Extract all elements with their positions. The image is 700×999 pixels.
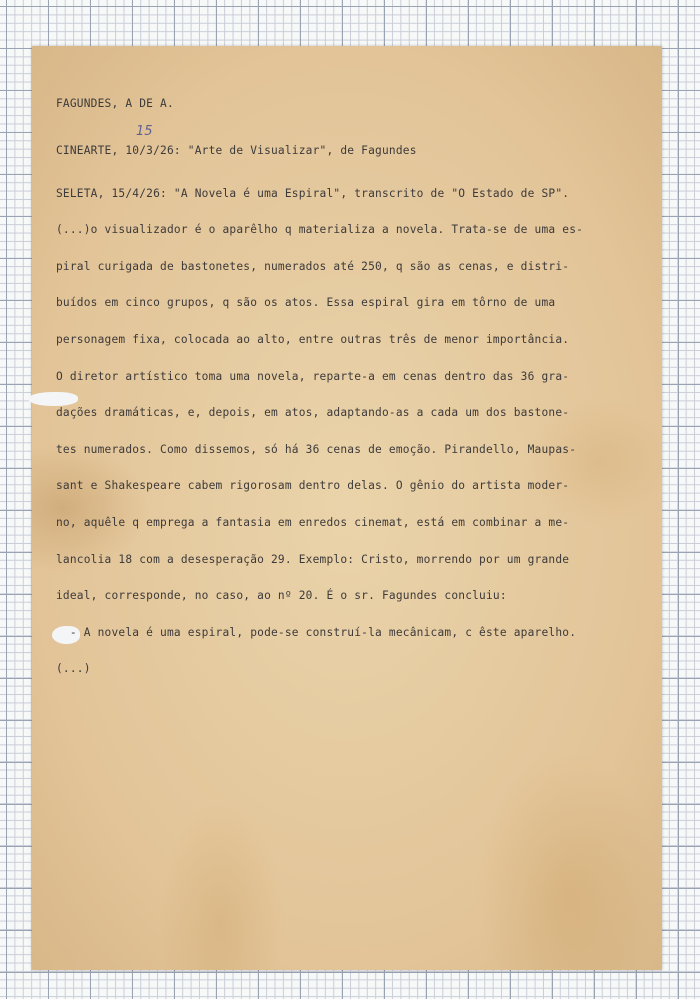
body-line: tes numerados. Como dissemos, só há 36 cenas de emoção. Pirandello, Maupas- <box>56 442 577 456</box>
body-line: lancolia 18 com a desesperação 29. Exemplo: Cristo, morrendo por um grande <box>56 552 570 566</box>
source-line: CINEARTE, 10/3/26: "Arte de Visualizar", de Fagundes <box>56 144 417 157</box>
body-line: O diretor artístico toma uma novela, reparte-a em cenas dentro das 36 gra- <box>56 369 570 383</box>
body-line: sant e Shakespeare cabem rigorosam dentro delas. O gênio do artista moder- <box>56 479 570 493</box>
body-line: piral curigada de bastonetes, numerados até 250, q são as cenas, e distri- <box>56 259 570 273</box>
handwritten-correction: 15 <box>136 124 153 139</box>
card-heading: FAGUNDES, A DE A. <box>56 97 174 111</box>
body-line: no, aquêle q emprega a fantasia em enredos cinemat, está em combinar a me- <box>56 515 570 529</box>
body-line: buídos em cinco grupos, q são os atos. Essa espiral gira em tôrno de uma <box>56 296 556 310</box>
body-line: (...)o visualizador é o aparêlho q materializa a novela. Trata-se de uma es- <box>56 223 584 237</box>
source-line: SELETA, 15/4/26: "A Novela é uma Espiral", transcrito de "O Estado de SP". <box>56 186 570 200</box>
body-line: dações dramáticas, e, depois, em atos, adaptando-as a cada um dos bastone- <box>56 406 570 420</box>
body-line: - A novela é uma espiral, pode-se construí-la mecânicam, c êste aparelho. <box>56 625 577 639</box>
archive-index-card <box>32 46 662 970</box>
body-line: ideal, corresponde, no caso, ao nº 20. É o sr. Fagundes concluiu: <box>56 589 507 603</box>
body-line: personagem fixa, colocada ao alto, entre outras três de menor importância. <box>56 332 570 346</box>
body-line: (...) <box>56 662 91 676</box>
typed-text-block <box>56 74 646 700</box>
